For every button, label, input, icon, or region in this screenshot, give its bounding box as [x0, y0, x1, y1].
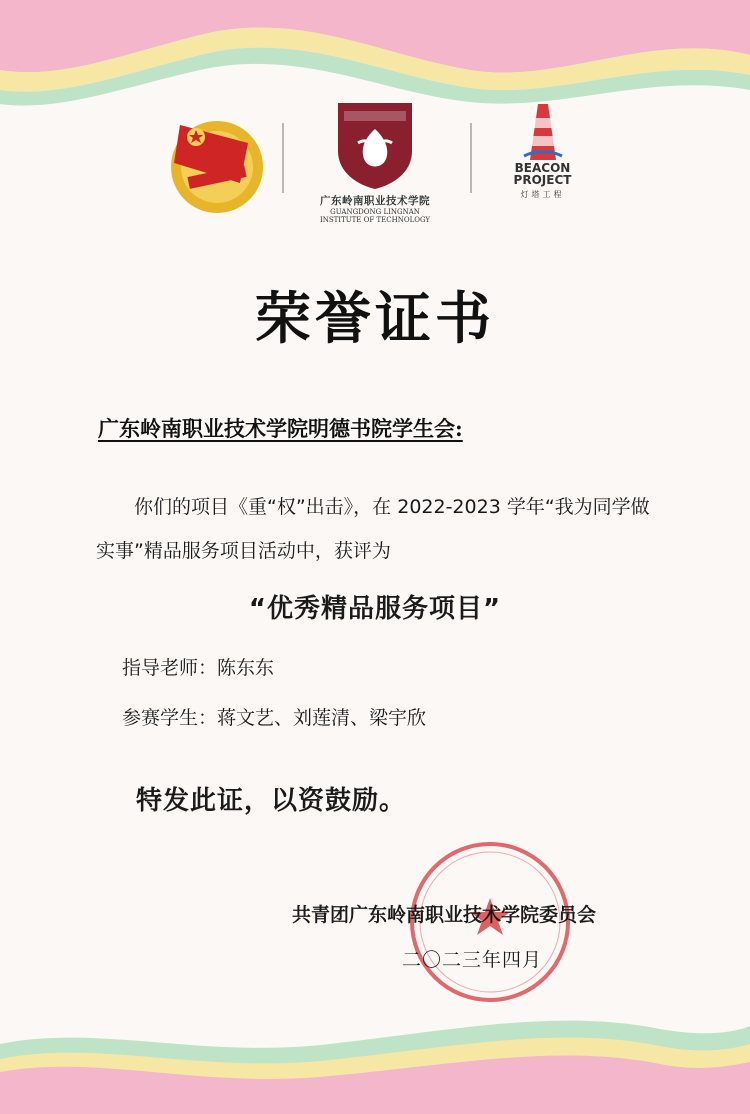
teacher-name: 陈东东: [217, 657, 275, 679]
students-row: [122, 703, 426, 730]
award-name: “优秀精品服务项目”: [248, 594, 502, 624]
teacher-label: 指导老师：: [122, 657, 218, 679]
recipient-line: 广东岭南职业技术学院明德书院学生会:: [98, 416, 463, 441]
issue-date: 二〇二三年四月: [402, 949, 543, 971]
school-name-cn: 广东岭南职业技术学院: [320, 195, 430, 207]
lingnan-shield-icon: [330, 95, 420, 191]
logo-divider: [470, 123, 472, 193]
beacon-line1: BEACON: [514, 161, 571, 175]
lighthouse-icon: [518, 100, 568, 162]
beacon-project-logo: [500, 100, 585, 225]
bottom-wave-decoration: [0, 1004, 750, 1114]
students-names: 蒋文艺、刘莲清、梁宇欣: [217, 707, 427, 729]
logo-row: [0, 95, 750, 235]
beacon-line2: PROJECT: [513, 173, 572, 187]
students-label: 参赛学生：: [122, 707, 218, 729]
issuing-organization: 共青团广东岭南职业技术学院委员会: [292, 904, 597, 926]
certificate-body: 你们的项目《重“权”出击》，在 2022-2023 学年“我为同学做实事”精品服务项目活动中，获评为: [96, 496, 650, 562]
certificate-title: 荣誉证书: [255, 286, 495, 352]
school-name-en-line2: INSTITUTE OF TECHNOLOGY: [319, 216, 431, 224]
communist-youth-league-emblem: [160, 105, 275, 220]
logo-divider: [282, 123, 284, 193]
beacon-name-cn: 灯塔工程: [520, 190, 565, 199]
school-name-en-line1: GUANGDONG LINGNAN: [330, 208, 420, 216]
lingnan-school-logo: [300, 95, 450, 230]
teacher-row: [122, 653, 274, 680]
closing-statement: 特发此证，以资鼓励。: [136, 786, 407, 816]
